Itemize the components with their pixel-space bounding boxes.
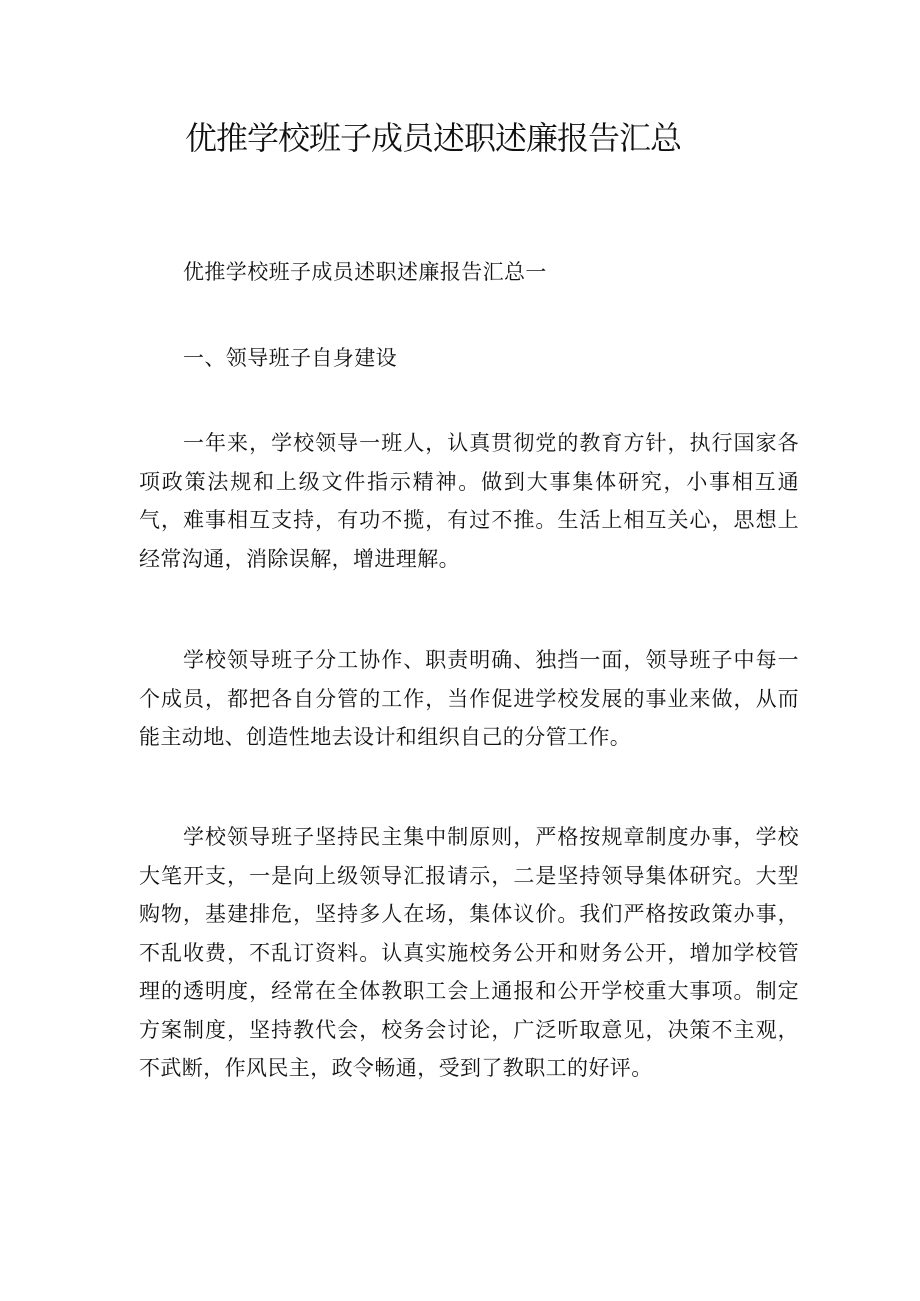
section-heading: 一、领导班子自身建设 bbox=[183, 346, 397, 370]
report-subtitle: 优推学校班子成员述职述廉报告汇总一 bbox=[183, 260, 547, 284]
paragraph: 学校领导班子分工协作、职责明确、独挡一面，领导班子中每一个成员，都把各自分管的工作，当作促进学校发展的事业来做，从而能主动地、创造性地去设计和组织自己的分管工作。 bbox=[139, 648, 799, 749]
paragraph: 学校领导班子坚持民主集中制原则，严格按规章制度办事，学校大笔开支，一是向上级领导汇报请示，二是坚持领导集体研究。大型购物，基建排危，坚持多人在场，集体议价。我们严格按政策办事，不乱收费，不乱订资料。认真实施校务公开和财务公开，增加学校管理的透明度，经常在全体教职工会上通报和公开学校重大事项。制定方案制度，坚持教代会，校务会讨论，广泛听取意见，决策不主观，不武断，作风民主，政令畅通，受到了教职工的好评。 bbox=[139, 825, 799, 1080]
paragraph: 一年来，学校领导一班人，认真贯彻党的教育方针，执行国家各项政策法规和上级文件指示精神。做到大事集体研究，小事相互通气，难事相互支持，有功不揽，有过不推。生活上相互关心，思想上经常沟通，消除误解，增进理解。 bbox=[139, 431, 799, 571]
document-title: 优推学校班子成员述职述廉报告汇总 bbox=[185, 119, 682, 157]
